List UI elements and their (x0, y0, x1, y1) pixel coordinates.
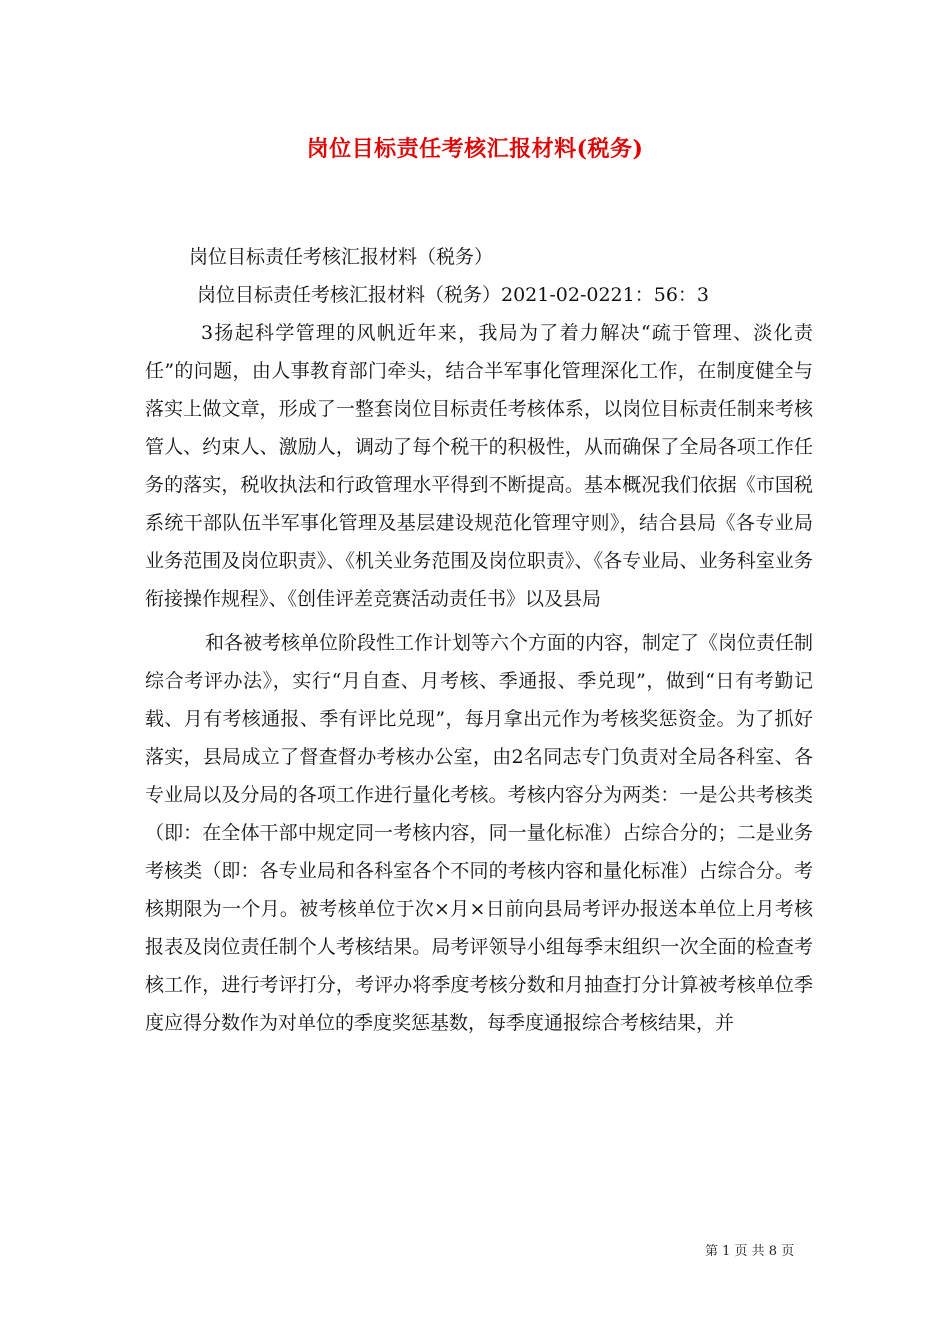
page-number: 第 1 页 共 8 页 (705, 1244, 795, 1259)
paragraph-2: 和各被考核单位阶段性工作计划等六个方面的内容，制定了《岗位责任制综合考评办法》，实行“月自查、月考核、季通报、季兑现”，做到“日有考勤记载、月有考核通报、季有评比兑现”，每月拿出元作为考核奖惩资金。为了抓好落实，县局成立了督查督办考核办公室，由2名同志专门负责对全局各科室、各专业局以及分局的各项工作进行量化考核。考核内容分为两类：一是公共考核类（即：在全体干部中规定同一考核内容，同一量化标准）占综合分的；二是业务考核类（即：各专业局和各科室各个不同的考核内容和量化标准）占综合分。考核期限为一个月。被考核单位于次×月×日前向县局考评办报送本单位上月考核报表及岗位责任制个人考核结果。局考评领导小组每季末组织一次全面的检查考核工作，进行考评打分，考评办将季度考核分数和月抽查打分计算被考核单位季度应得分数作为对单位的季度奖惩基数，每季度通报综合考核结果，并 (145, 632, 814, 1034)
paragraph-1: 3扬起科学管理的风帆近年来，我局为了着力解决“疏于管理、淡化责任”的问题，由人事教育部门牵头，结合半军事化管理深化工作，在制度健全与落实上做文章，形成了一整套岗位目标责任考核体系，以岗位目标责任制来考核管人、约束人、激励人，调动了每个税干的积极性，从而确保了全局各项工作任务的落实，税收执法和行政管理水平得到不断提高。基本概况我们依据《市国税系统干部队伍半军事化管理及基层建设规范化管理守则》，结合县局《各专业局业务范围及岗位职责》、《机关业务范围及岗位职责》、《各专业局、业务科室业务衔接操作规程》、《创佳评差竞赛活动责任书》以及县局 (145, 322, 813, 610)
document-title: 岗位目标责任考核汇报材料(税务) (306, 136, 644, 162)
document-subtitle: 岗位目标责任考核汇报材料（税务） (189, 246, 494, 268)
document-meta-line: 岗位目标责任考核汇报材料（税务）2021-02-0221：56：3 (197, 284, 709, 306)
document-body (145, 238, 813, 1042)
